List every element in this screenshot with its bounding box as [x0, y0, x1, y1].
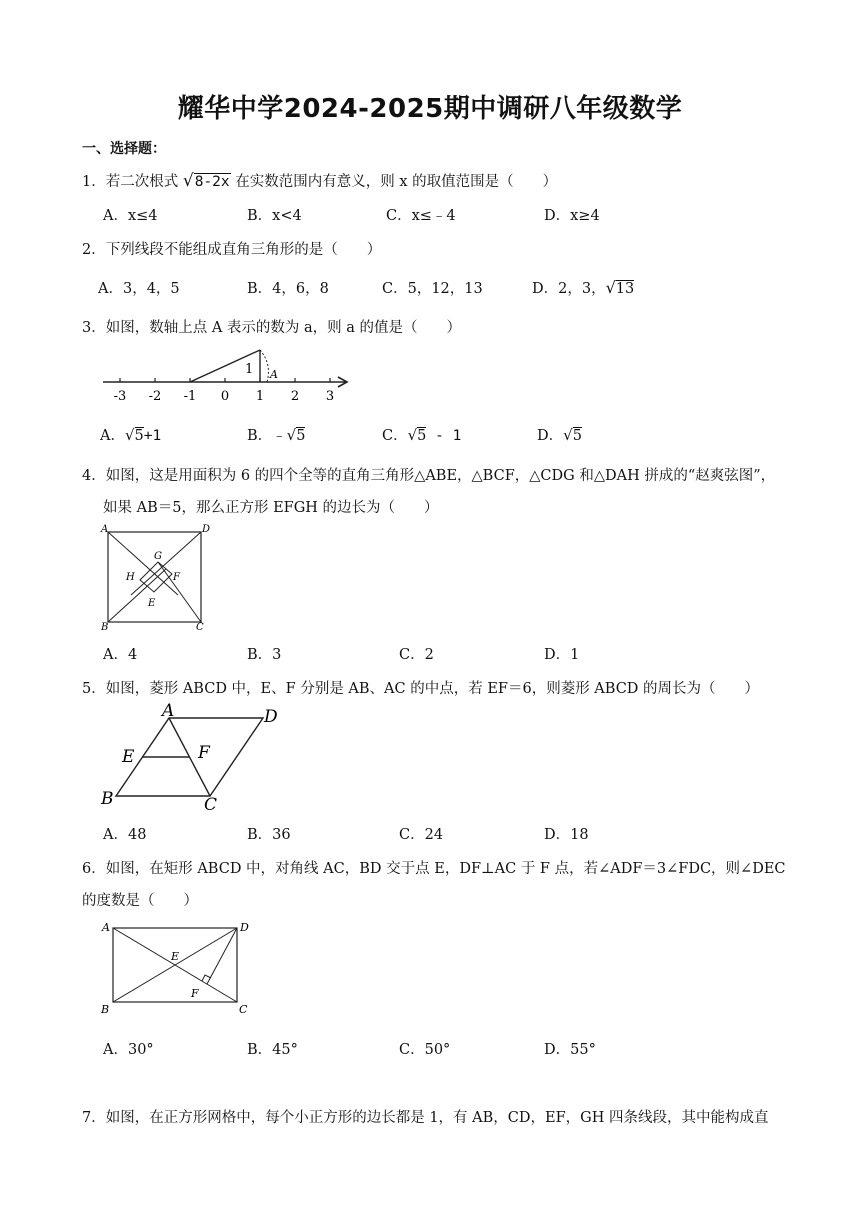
radical-sign: √ — [563, 426, 573, 444]
label-g: G — [154, 551, 162, 562]
q3-option-b-label: B．﹣ — [247, 428, 287, 444]
q2-option-b: B．4，6，8 — [247, 281, 329, 297]
q3-option-b-radicand: 5 — [296, 428, 306, 444]
q1-option-d: D．x≥4 — [544, 208, 600, 224]
rhombus-figure — [98, 700, 284, 814]
question-2: 2．下列线段不能组成直角三角形的是（ ） — [82, 242, 382, 258]
tick-label: 1 — [255, 389, 265, 404]
tick-label: -1 — [183, 389, 197, 404]
q5-option-a: A．48 — [103, 827, 147, 843]
q4-option-d: D．1 — [544, 647, 580, 663]
q5-option-b: B．36 — [247, 827, 291, 843]
page-title: 耀华中学2024-2025期中调研八年级数学 — [177, 94, 683, 124]
question-5: 5．如图，菱形 ABCD 中，E、F 分别是 AB、AC 的中点，若 EF＝6，则菱形 ABCD 的周长为（ ） — [82, 681, 760, 697]
tick-label: -3 — [113, 389, 127, 404]
q2-option-d-text: D．2，3， — [532, 281, 606, 297]
q3-option-c-suffix: - 1 — [426, 428, 462, 444]
label-b: B — [101, 1003, 110, 1016]
radical-sign: √ — [286, 426, 297, 444]
question-4-line-2: 如果 AB＝5，那么正方形 EFGH 的边长为（ ） — [103, 500, 439, 516]
q3-option-d-label: D． — [537, 428, 564, 444]
label-c: C — [196, 622, 204, 633]
q3-option-d-radicand: 5 — [572, 428, 582, 444]
q3-option-a-suffix: +1 — [143, 428, 162, 444]
point-a-label: A — [270, 368, 278, 381]
tick-label: 2 — [290, 389, 300, 404]
question-6-line-2: 的度数是（ ） — [82, 893, 198, 909]
label-d: D — [264, 707, 278, 727]
line-be — [108, 569, 166, 622]
label-e: E — [171, 950, 180, 963]
question-1 — [82, 170, 557, 191]
label-a: A — [102, 921, 110, 934]
q4-option-b: B．3 — [247, 647, 282, 663]
question-4-line-1: 4．如图，这是用面积为 6 的四个全等的直角三角形△ABE，△BCF，△CDG 和△DAH 拼成的“赵爽弦图”， — [82, 468, 776, 484]
label-f: F — [198, 743, 210, 763]
question-1-radicand: 8-2x — [194, 174, 230, 190]
zhao-shuang-figure — [96, 522, 216, 634]
question-6-line-1: 6．如图，在矩形 ABCD 中，对角线 AC，BD 交于点 E，DF⊥AC 于 F 点，若∠ADF＝3∠FDC，则∠DEC — [82, 861, 786, 877]
q3-option-c — [382, 424, 461, 445]
radical-sign: √ — [182, 171, 194, 191]
radical-sign: √ — [124, 426, 135, 444]
line-cg — [158, 562, 201, 622]
label-b: B — [101, 622, 109, 633]
number-line-figure — [100, 344, 352, 406]
tick-label: -2 — [148, 389, 162, 404]
label-f: F — [191, 987, 199, 1000]
tick-label: 3 — [325, 389, 335, 404]
label-a: A — [101, 524, 109, 535]
line-ae — [108, 532, 178, 595]
label-d: D — [202, 524, 211, 535]
label-h: H — [126, 572, 135, 583]
label-a: A — [162, 701, 175, 721]
q3-option-d — [537, 424, 582, 445]
inner-square — [140, 562, 172, 592]
segment-label-one: 1 — [245, 362, 254, 377]
q3-option-a — [100, 424, 161, 445]
q1-option-c: C．x≤﹣4 — [386, 208, 456, 224]
q2-option-c: C．5，12，13 — [382, 281, 483, 297]
tick-label: 0 — [220, 389, 230, 404]
radical-sign: √ — [407, 426, 418, 444]
q3-option-a-radicand: 5 — [134, 428, 144, 444]
q1-option-b: B．x<4 — [247, 208, 302, 224]
q1-option-a: A．x≤4 — [103, 208, 158, 224]
label-f: F — [173, 572, 180, 583]
q3-option-c-radicand: 5 — [417, 428, 427, 444]
q3-option-a-label: A． — [100, 428, 125, 444]
label-e: E — [148, 598, 156, 609]
q6-option-d: D．55° — [544, 1042, 596, 1058]
q6-option-c: C．50° — [399, 1042, 451, 1058]
question-1-text-a: 1．若二次根式 — [82, 174, 179, 190]
line-dh — [131, 532, 201, 595]
q5-option-d: D．18 — [544, 827, 589, 843]
arc-dashed — [260, 350, 268, 382]
q2-option-d — [532, 277, 634, 298]
q5-option-c: C．24 — [399, 827, 444, 843]
q4-option-a: A．4 — [103, 647, 138, 663]
question-7: 7．如图，在正方形网格中，每个小正方形的边长都是 1，有 AB，CD，EF，GH 四条线段，其中能构成直 — [82, 1110, 769, 1126]
q4-option-c: C．2 — [399, 647, 434, 663]
q3-option-c-label: C． — [382, 428, 408, 444]
question-1-text-b: 在实数范围内有意义，则 x 的取值范围是（ ） — [235, 174, 558, 190]
q2-option-a: A．3，4，5 — [98, 281, 180, 297]
q2-option-d-radicand: 13 — [615, 281, 635, 297]
section-heading: 一、选择题： — [82, 141, 166, 157]
label-e: E — [122, 747, 135, 767]
rectangle-figure — [96, 918, 260, 1018]
label-d: D — [240, 921, 249, 934]
label-c: C — [204, 795, 218, 814]
radical-sign: √ — [605, 278, 616, 297]
label-b: B — [101, 789, 114, 809]
label-c: C — [239, 1003, 248, 1016]
q3-option-b — [247, 424, 305, 445]
q6-option-a: A．30° — [103, 1042, 154, 1058]
q6-option-b: B．45° — [247, 1042, 298, 1058]
question-3: 3．如图，数轴上点 A 表示的数为 a，则 a 的值是（ ） — [82, 320, 462, 336]
